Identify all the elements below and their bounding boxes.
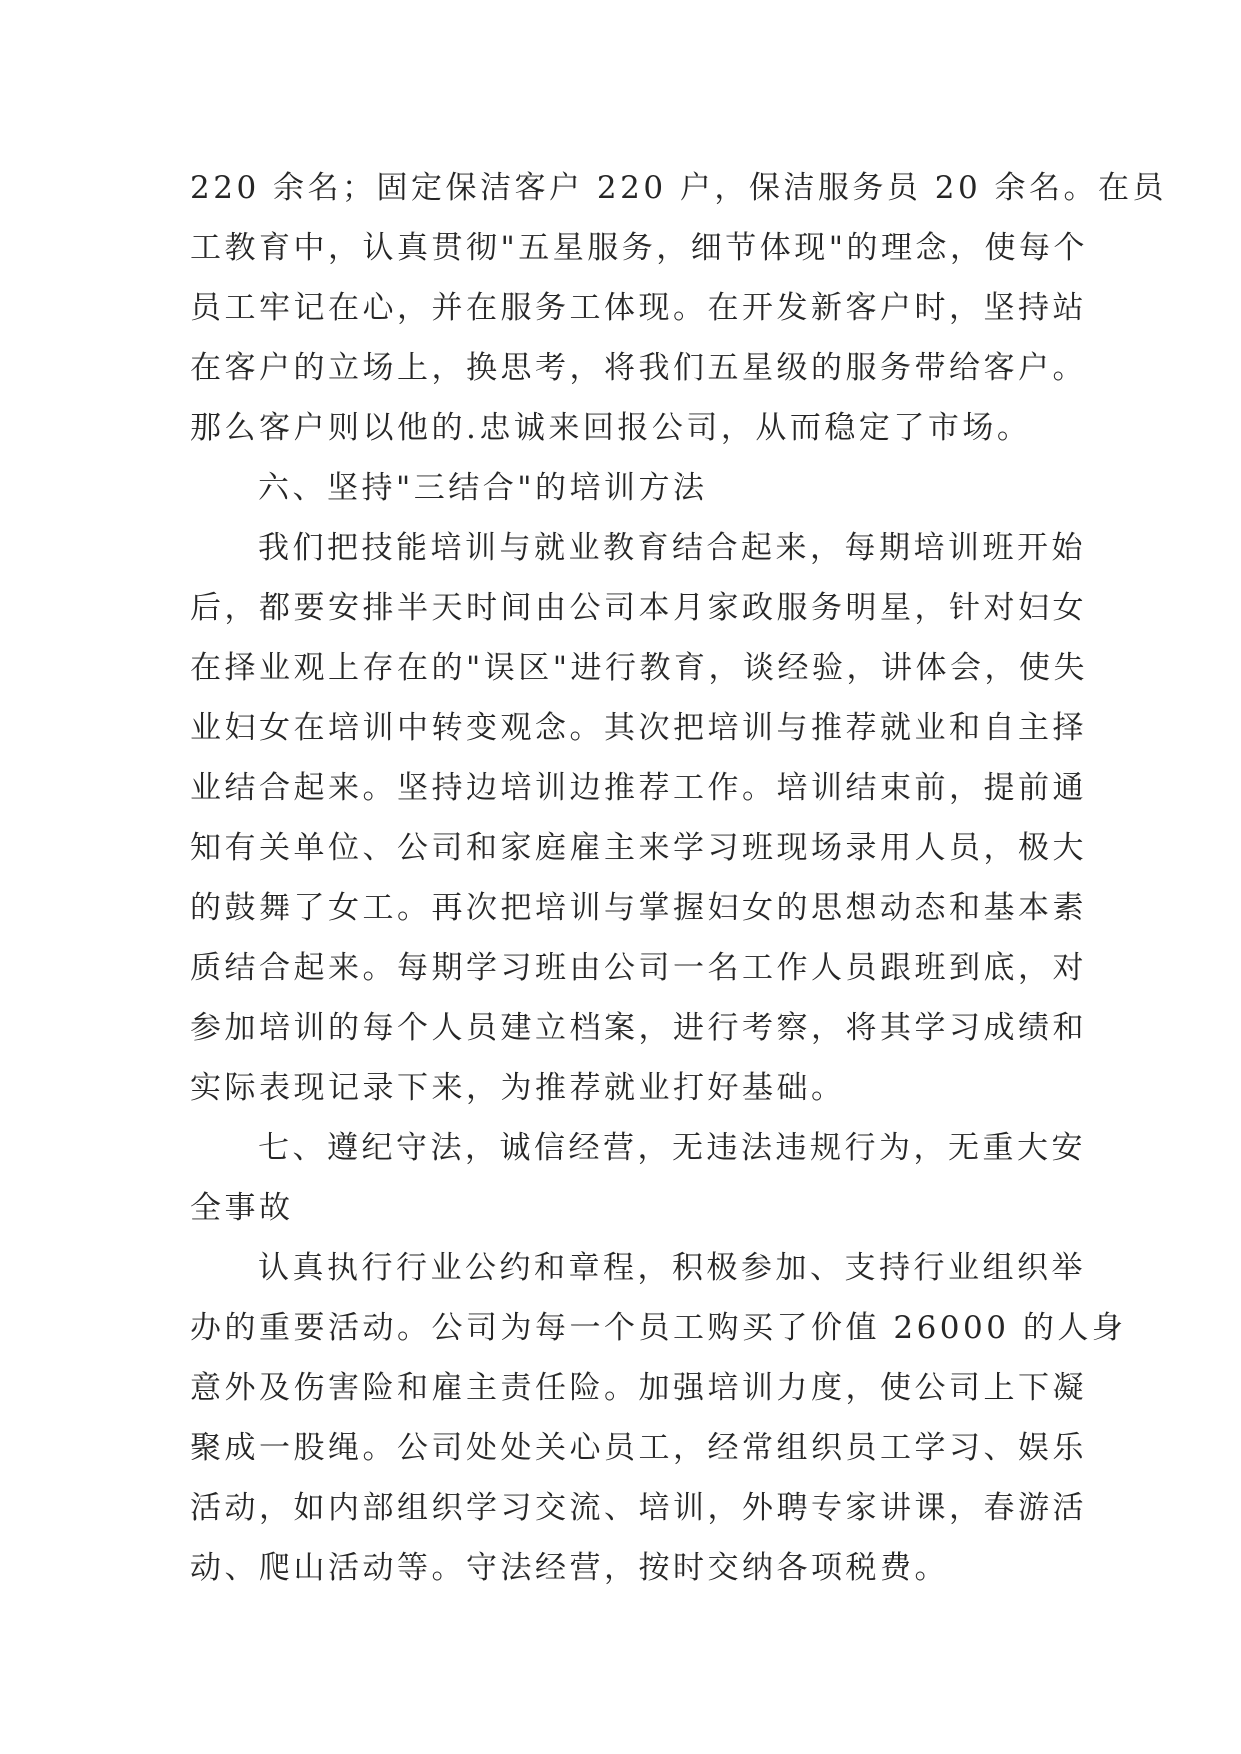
paragraph-compliance [190,1238,1127,1598]
text-line: 质结合起来。每期学习班由公司一名工作人员跟班到底，对 [190,950,1087,986]
text-line: 办的重要活动。公司为每一个员工购买了价值 26000 的人身 [190,1310,1127,1346]
text-line: 工教育中，认真贯彻"五星服务，细节体现"的理念，使每个 [190,230,1089,266]
section-heading-6 [190,458,1070,518]
heading-line: 七、遵纪守法，诚信经营，无违法违规行为，无重大安 [258,1130,1086,1166]
text-line: 意外及伤害险和雇主责任险。加强培训力度，使公司上下凝 [190,1370,1087,1406]
section-heading-7 [190,1118,1086,1238]
text-line: 220 余名；固定保洁客户 220 户，保洁服务员 20 余名。在员 [190,170,1168,206]
text-line: 聚成一股绳。公司处处关心员工，经常组织员工学习、娱乐 [190,1430,1087,1466]
text-line: 动、爬山活动等。守法经营，按时交纳各项税费。 [190,1550,949,1586]
paragraph-continuation [190,158,1168,458]
text-line: 活动，如内部组织学习交流、培训，外聘专家讲课，春游活 [190,1490,1087,1526]
heading-line: 全事故 [190,1190,294,1226]
text-line: 的鼓舞了女工。再次把培训与掌握妇女的思想动态和基本素 [190,890,1087,926]
text-line: 在客户的立场上，换思考，将我们五星级的服务带给客户。 [190,350,1087,386]
paragraph-training [190,518,1089,1118]
text-line: 认真执行行业公约和章程，积极参加、支持行业组织举 [258,1250,1086,1286]
heading-line: 六、坚持"三结合"的培训方法 [258,470,708,506]
text-line: 在择业观上存在的"误区"进行教育，谈经验，讲体会，使失 [190,650,1089,686]
document-body [190,158,1168,1598]
text-line: 员工牢记在心，并在服务工体现。在开发新客户时，坚持站 [190,290,1087,326]
text-line: 参加培训的每个人员建立档案，进行考察，将其学习成绩和 [190,1010,1087,1046]
text-line: 业结合起来。坚持边培训边推荐工作。培训结束前，提前通 [190,770,1087,806]
text-line: 后，都要安排半天时间由公司本月家政服务明星，针对妇女 [190,590,1087,626]
text-line: 业妇女在培训中转变观念。其次把培训与推荐就业和自主择 [190,710,1087,746]
text-line: 那么客户则以他的.忠诚来回报公司，从而稳定了市场。 [190,410,1032,446]
text-line: 我们把技能培训与就业教育结合起来，每期培训班开始 [258,530,1086,566]
text-line: 知有关单位、公司和家庭雇主来学习班现场录用人员，极大 [190,830,1087,866]
text-line: 实际表现记录下来，为推荐就业打好基础。 [190,1070,846,1106]
